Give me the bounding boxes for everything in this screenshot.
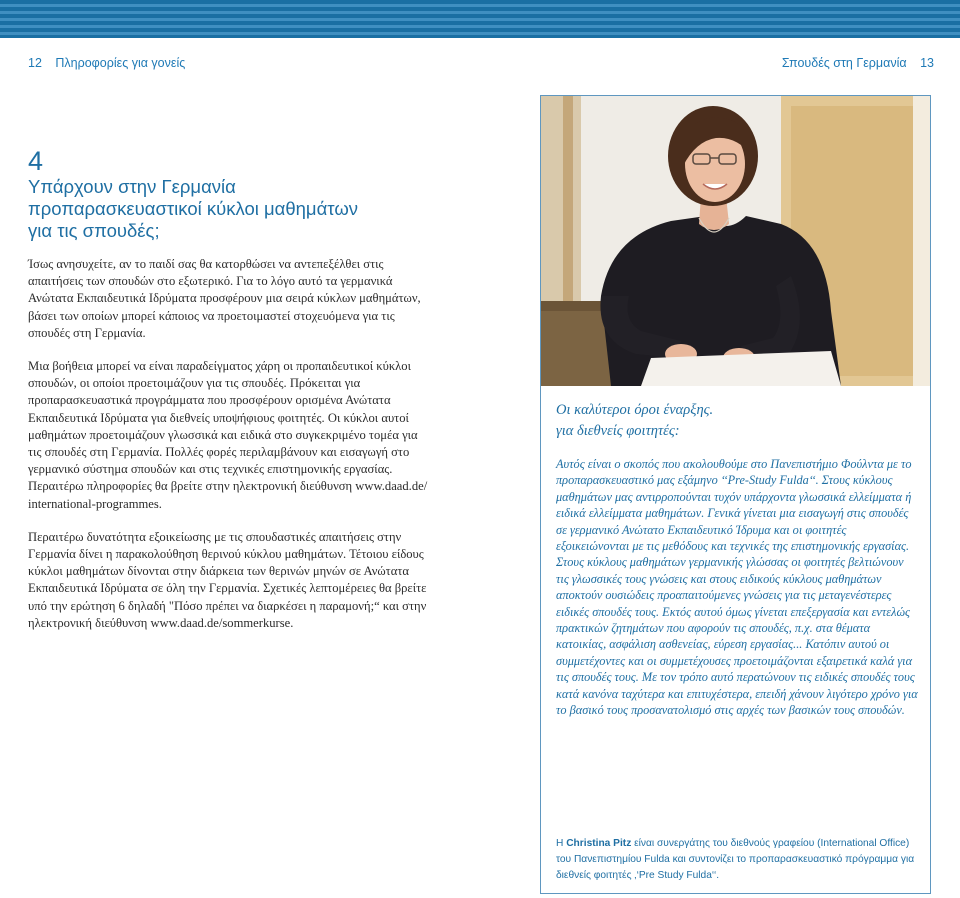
photo-caption [556,836,918,884]
quote-heading-line: για διεθνείς φοιτητές: [556,423,680,439]
chapter-title [28,176,428,242]
quote-heading [556,400,918,442]
chapter-title-line: για τις σπουδές; [28,220,160,241]
running-header-left [28,56,185,70]
chapter-title-line: προπαρασκευαστικοί κύκλοι μαθημάτων [28,198,359,219]
portrait-photo [541,96,930,386]
running-title-left: Πληροφορίες για γονείς [55,56,186,70]
page-number-right: 13 [920,56,934,70]
testimonial-box [540,95,931,894]
body-paragraph-1: Ίσως ανησυχείτε, αν το παιδί σας θα κατορθώσει να αντεπεξέλθει στις απαιτήσεις των σπουδών στο εξωτερικό. Για το λόγο αυτό τα γερμανικά Ανώτατα Εκπαιδευτικά Ιδρύματα προσφέρουν μια σειρά κύκλων μαθημάτων, βάσει των οποίων μπορεί κάποιος να προετοιμαστεί στοχευόμενα για τις σπουδές στη Γερμανία. [28,257,421,340]
top-color-band [0,0,960,38]
portrait-illustration [541,96,930,386]
caption-prefix: Η [556,838,567,849]
running-header-right [782,56,934,70]
page-number-left: 12 [28,56,42,70]
quote-body: Αυτός είναι ο σκοπός που ακολουθούμε στο Πανεπιστήμιο Φούλντα με το προπαρασκευαστικό μας εξάμηνο ‘‘Pre-Study Fulda‘‘. Στους κύκλους μαθημάτων μας αντιρροπούνται τυχόν υπάρχοντα γλωσσικά ελλείμματα ή ειδικά ελλείμματα μαθημάτων. Γενικά γίνεται μια εισαγωγή στις σπουδές σε γερμανικό Ανώτατο Εκπαιδευτικό Ίδρυμα και οι φοιτητές εξοικειώνονται με τις μεθόδους και τεχνικές της επιστημονικής εργασίας. Στους κύκλους μαθημάτων γερμανικής γλώσσας οι φοιτητές βελτιώνουν τις γλωσσικές τους γνώσεις και στους ειδικούς κύκλους μαθημάτων αποκτούν ουσιώδεις προαπαιτούμενες γνώσεις για τις μεταγενέστερες ειδικές σπουδές τους. Εκτός αυτού όμως γίνεται επεξεργασία και εντελώς πρακτικών ζητημάτων που αφορούν τις σπουδές, π.χ. στα θέματα κατοικίας, ασφάλιση ασθενείας, εύρεση εργασίας... Κατόπιν αυτού οι συμμετέχοντες και οι συμμετέχουσες προετοιμάζονται εξαιρετικά καλά για τις σπουδές τους. Με τον τρόπο αυτό περατώνουν τις ειδικές σπουδές τους κατά κανόνα ταχύτερα και επιτυχέστερα, επειδή χάνουν λιγότερο χρόνο για το βασικό τους προσανατολισμό στις αρχές των βασικών τους σπουδών. [556,457,918,718]
chapter-title-line: Υπάρχουν στην Γερμανία [28,176,236,197]
article-column [28,146,428,648]
caption-person-name: Christina Pitz [566,838,632,849]
quote-heading-line: Οι καλύτεροι όροι έναρξης. [556,402,714,418]
running-title-right: Σπουδές στη Γερμανία [781,56,907,70]
testimonial-quote [556,400,918,719]
body-paragraph-2: Μια βοήθεια μπορεί να είναι παραδείγματος χάρη οι προπαιδευτικοί κύκλοι σπουδών, οι οποίοι προετοιμάζουν για τις σπουδές. Πρόκειται για προπαρασκευαστικά προγράμματα που προσφέρουν ορισμένα Ανώτατα Εκπαιδευτικά Ιδρύματα για διεθνείς υποψήφιους φοιτητές. Οι κύκλοι αυτοί μαθημάτων προετοιμάζουν γλωσσικά και ειδικά στο συγκεκριμένο τομέα για τις σπουδές στη Γερμανία. Πολλές φορές περιλαμβάνουν και εισαγωγή στο γερμανικό σύστημα σπουδών και στις τεχνικές επιστημονικής εργασίας. Περαιτέρω πληροφορίες θα βρείτε στην ηλεκτρονική διεύθυνση www.daad.de/ international-programmes. [28,359,428,511]
body-paragraph-3: Περαιτέρω δυνατότητα εξοικείωσης με τις σπουδαστικές απαιτήσεις στην Γερμανία δίνει η παρακολούθηση θερινού κύκλου μαθημάτων. Τέτοιου είδους κύκλοι μαθημάτων δίνονται στην διάρκεια των θερινών μηνών σε Ανώτατα Εκπαιδευτικά Ιδρύματα σε όλη την Γερμανία. Σχετικές λεπτομέρειες θα βρείτε υπό την ερώτηση 6 δηλαδή "Πόσο πρέπει να διαρκέσει η παραμονή;“ και στην ηλεκτρονική διεύθυνση www.daad.de/sommerkurse. [28,529,427,630]
caption-text: είναι συνεργάτης του διεθνούς γραφείου (International Office) του Πανεπιστημίου Fulda και συντονίζει το προπαρασκευαστικό πρόγραμμα για διεθνείς φοιτητές ‚‘Pre Study Fulda‘‘. [556,838,915,881]
chapter-number: 4 [28,146,44,176]
